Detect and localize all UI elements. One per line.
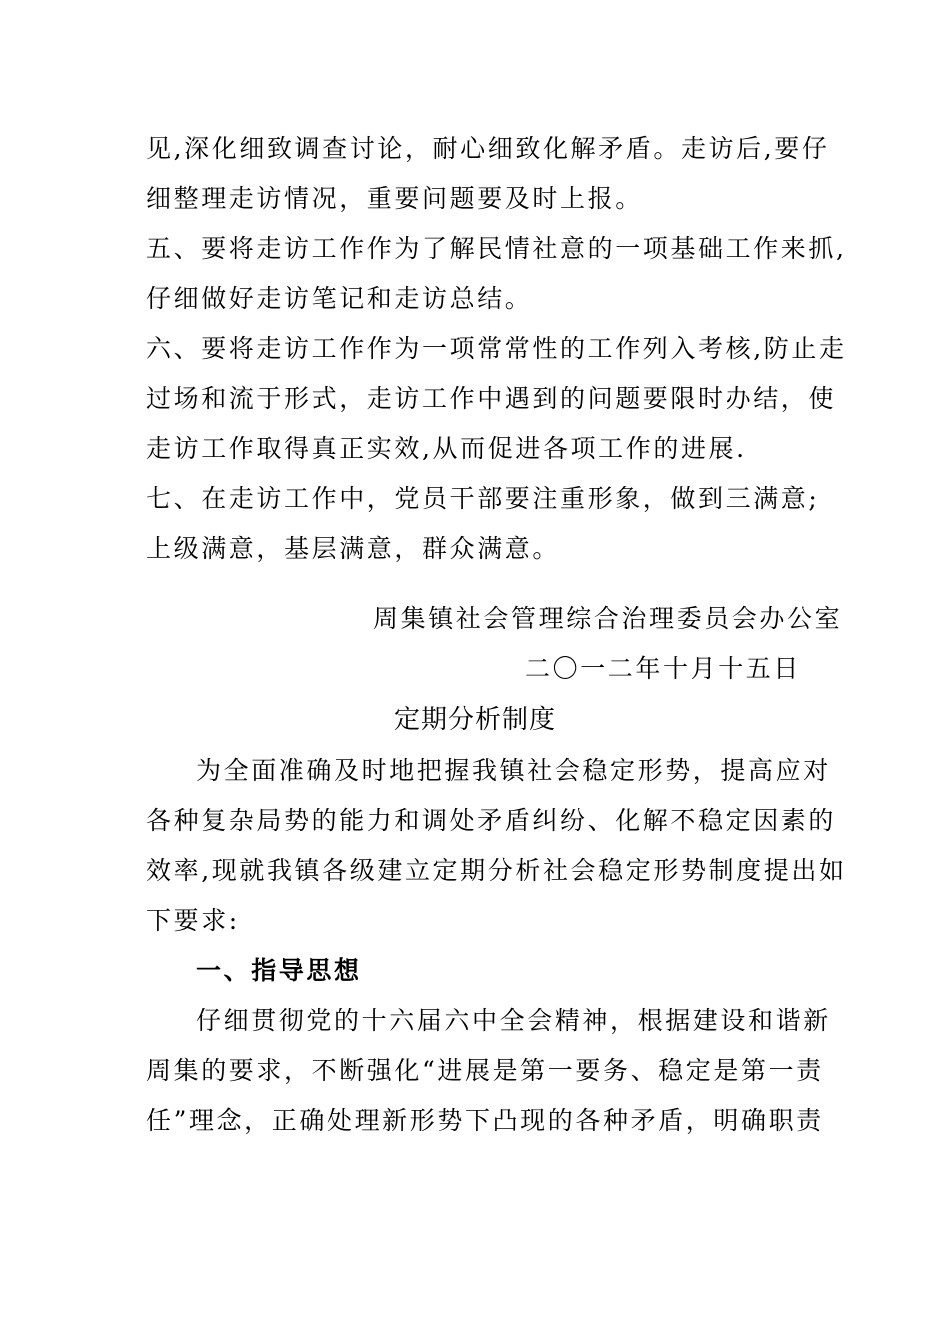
text-line: 七、在走访工作中，党员干部要注重形象，做到三满意; bbox=[146, 484, 820, 513]
text-line: 五、要将走访工作作为了解民情社意的一项基础工作来抓, bbox=[146, 234, 847, 263]
text-line: 细整理走访情况，重要问题要及时上报。 bbox=[146, 184, 643, 213]
text-line: 仔细做好走访笔记和走访总结。 bbox=[146, 284, 533, 313]
paragraph-line: 仔细贯彻党的十六届六中全会精神，根据建设和谐新 bbox=[196, 1006, 831, 1035]
intro-line: 效率,现就我镇各级建立定期分析社会稳定形势制度提出如 bbox=[146, 856, 847, 885]
text-line: 六、要将走访工作作为一项常常性的工作列入考核,防止走 bbox=[146, 334, 847, 363]
text-line: 过场和流于形式，走访工作中遇到的问题要限时办结，使 bbox=[146, 384, 837, 413]
section-heading: 一、指导思想 bbox=[196, 956, 362, 985]
text-line: 上级满意，基层满意，群众满意。 bbox=[146, 534, 561, 563]
intro-line: 为全面准确及时地把握我镇社会稳定形势，提高应对 bbox=[196, 756, 831, 785]
paragraph-line: 周集的要求，不断强化“进展是第一要务、稳定是第一责 bbox=[146, 1056, 824, 1085]
text-line: 见,深化细致调查讨论，耐心细致化解矛盾。走访后,要仔 bbox=[146, 134, 830, 163]
signature-date: 二〇一二年十月十五日 bbox=[525, 654, 802, 683]
intro-line: 各种复杂局势的能力和调处矛盾纠纷、化解不稳定因素的 bbox=[146, 806, 837, 835]
intro-line: 下要求: bbox=[146, 906, 240, 935]
signature-organization: 周集镇社会管理综合治理委员会办公室 bbox=[373, 604, 843, 633]
paragraph-line: 任”理念，正确处理新形势下凸现的各种矛盾，明确职责 bbox=[146, 1106, 824, 1135]
section-title: 定期分析制度 bbox=[393, 705, 556, 735]
text-line: 走访工作取得真正实效,从而促进各项工作的进展. bbox=[146, 434, 747, 463]
